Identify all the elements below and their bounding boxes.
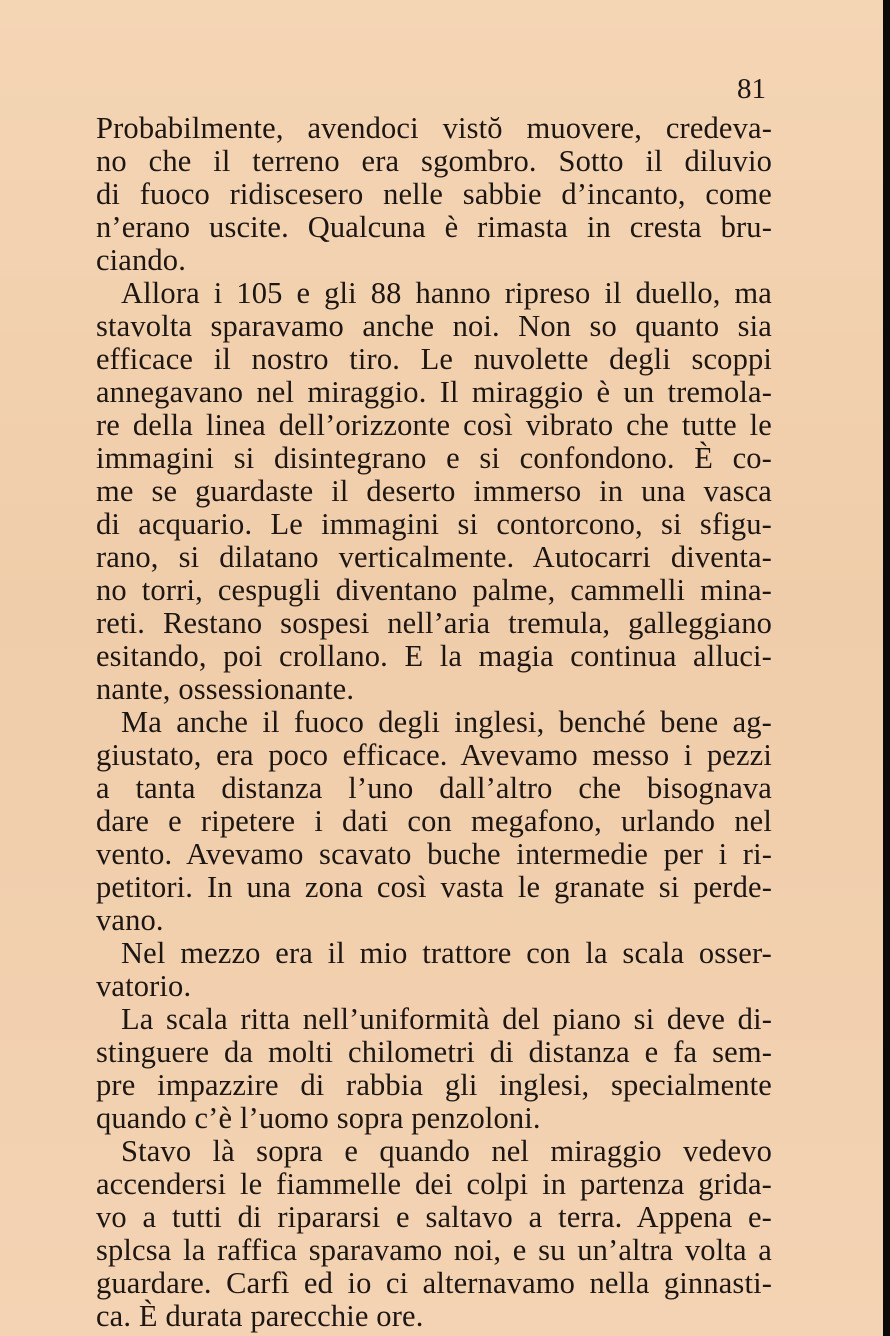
text-line: no torri, cespugli diventano palme, cammelli mina- bbox=[96, 573, 772, 607]
text-line: pre impazzire di rabbia gli inglesi, specialmente bbox=[96, 1068, 772, 1102]
text-line: vo a tutti di ripararsi e saltavo a terra. Appena e- bbox=[96, 1200, 772, 1234]
text-line: dare e ripetere i dati con megafono, urlando nel bbox=[96, 804, 772, 838]
text-line: quando c’è l’uomo sopra penzoloni. bbox=[96, 1101, 541, 1135]
text-line: me se guardaste il deserto immerso in una vasca bbox=[96, 474, 772, 508]
page-edge bbox=[883, 0, 890, 1336]
body-text bbox=[96, 112, 772, 1333]
text-line: no che il terreno era sgombro. Sotto il diluvio bbox=[96, 144, 772, 178]
text-line: di fuoco ridiscesero nelle sabbie d’incanto, come bbox=[96, 177, 772, 211]
text-line: Allora i 105 e gli 88 hanno ripreso il duello, ma bbox=[121, 276, 772, 310]
text-line: Ma anche il fuoco degli inglesi, benché bene ag- bbox=[121, 705, 772, 739]
text-line: splcsa la raffica sparavamo noi, e su un’altra volta a bbox=[96, 1233, 772, 1267]
text-line: re della linea dell’orizzonte così vibrato che tutte le bbox=[96, 408, 772, 442]
text-line: n’erano uscite. Qualcuna è rimasta in cresta bru- bbox=[96, 210, 772, 244]
page-number: 81 bbox=[737, 73, 766, 105]
text-line: La scala ritta nell’uniformità del piano si deve di- bbox=[121, 1002, 772, 1036]
text-line: petitori. In una zona così vasta le granate si perde- bbox=[96, 870, 772, 904]
text-line: efficace il nostro tiro. Le nuvolette degli scoppi bbox=[96, 342, 772, 376]
text-line: di acquario. Le immagini si contorcono, si sfigu- bbox=[96, 507, 772, 541]
text-line: immagini si disintegrano e si confondono. È co- bbox=[96, 441, 772, 475]
paragraph-6 bbox=[96, 1135, 772, 1333]
text-line: vatorio. bbox=[96, 969, 192, 1003]
text-line: Nel mezzo era il mio trattore con la scala osser- bbox=[121, 936, 772, 970]
text-line: a tanta distanza l’uno dall’altro che bisognava bbox=[96, 771, 772, 805]
paragraph-1 bbox=[96, 112, 772, 277]
paragraph-5 bbox=[96, 1003, 772, 1135]
text-line: reti. Restano sospesi nell’aria tremula, galleggiano bbox=[96, 606, 772, 640]
text-line: esitando, poi crollano. E la magia continua alluci- bbox=[96, 639, 772, 673]
text-line: nante, ossessionante. bbox=[96, 672, 355, 706]
text-line: rano, si dilatano verticalmente. Autocarri diventa- bbox=[96, 540, 772, 574]
paragraph-3 bbox=[96, 706, 772, 937]
text-line: vano. bbox=[96, 903, 164, 937]
text-line: ca. È durata parecchie ore. bbox=[96, 1299, 424, 1333]
text-line: annegavano nel miraggio. Il miraggio è un tremola- bbox=[96, 375, 772, 409]
text-line: vento. Avevamo scavato buche intermedie per i ri- bbox=[96, 837, 772, 871]
text-line: Stavo là sopra e quando nel miraggio vedevo bbox=[121, 1134, 772, 1168]
text-line: stavolta sparavamo anche noi. Non so quanto sia bbox=[96, 309, 772, 343]
text-line: guardare. Carfì ed io ci alternavamo nella ginnasti- bbox=[96, 1266, 772, 1300]
text-line: giustato, era poco efficace. Avevamo messo i pezzi bbox=[96, 738, 772, 772]
text-line: accendersi le fiammelle dei colpi in partenza grida- bbox=[96, 1167, 772, 1201]
text-line: stinguere da molti chilometri di distanza e fa sem- bbox=[96, 1035, 772, 1069]
text-line: ciando. bbox=[96, 243, 186, 277]
paragraph-2 bbox=[96, 277, 772, 706]
text-line: Probabilmente, avendoci vistŏ muovere, credeva- bbox=[96, 111, 772, 145]
paragraph-4 bbox=[96, 937, 772, 1003]
